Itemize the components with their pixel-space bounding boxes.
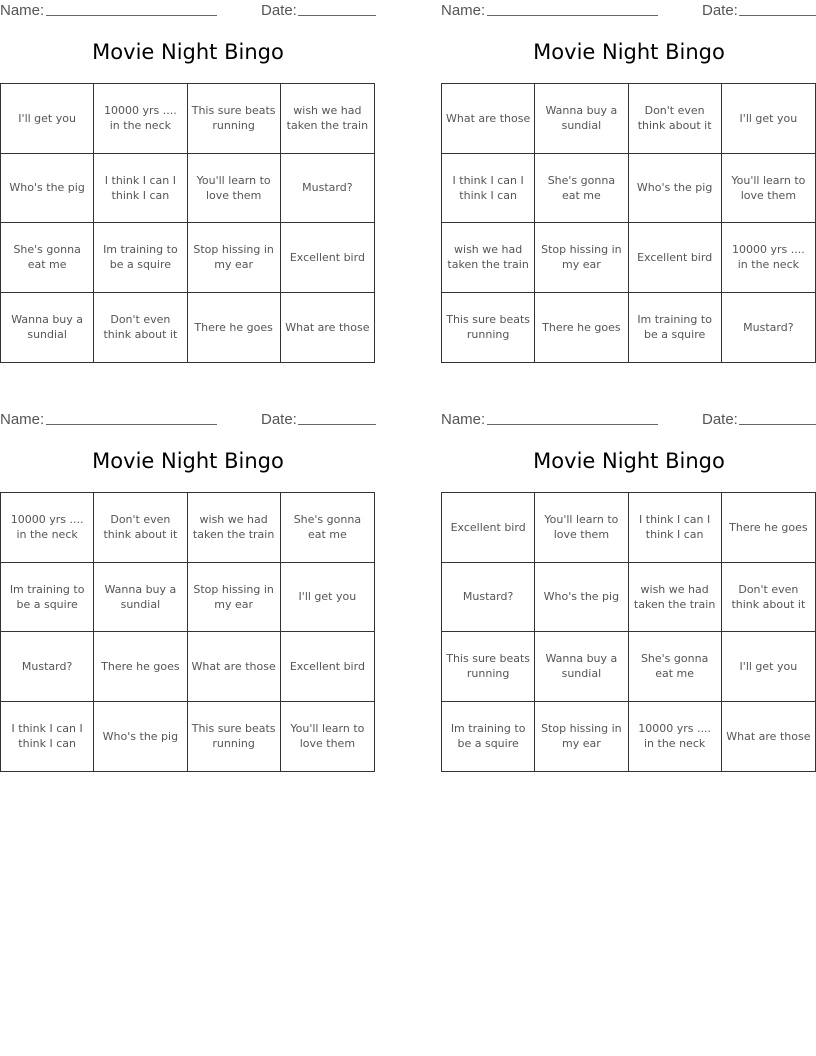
bingo-cell: This sure beats running (188, 702, 281, 772)
bingo-cell: I'll get you (281, 563, 374, 633)
bingo-cell: I think I can I think I can (629, 493, 722, 563)
bingo-cell: Excellent bird (281, 223, 374, 293)
bingo-cell: She's gonna eat me (1, 223, 94, 293)
name-label: Name: (441, 411, 486, 428)
date-field-line[interactable] (739, 15, 816, 16)
bingo-cell: Excellent bird (629, 223, 722, 293)
date-label: Date: (261, 2, 297, 19)
card-header (441, 0, 816, 22)
name-field-line[interactable] (487, 424, 658, 425)
bingo-cell: wish we had taken the train (442, 223, 535, 293)
bingo-cell: I think I can I think I can (442, 154, 535, 224)
bingo-cell: There he goes (535, 293, 628, 363)
bingo-cell: What are those (726, 729, 811, 743)
card-title: Movie Night Bingo (92, 449, 284, 473)
bingo-cell: What are those (442, 84, 535, 154)
bingo-cell: You'll learn to love them (535, 493, 628, 563)
bingo-cell: What are those (188, 632, 281, 702)
bingo-cell: I think I can I think I can (1, 702, 94, 772)
bingo-cell: Stop hissing in my ear (188, 223, 281, 293)
bingo-cell: Mustard? (281, 154, 374, 224)
bingo-cell: Excellent bird (442, 493, 535, 563)
card-title: Movie Night Bingo (92, 40, 284, 64)
date-field-line[interactable] (739, 424, 816, 425)
bingo-cell: wish we had taken the train (281, 84, 374, 154)
bingo-cell: Who's the pig (1, 154, 94, 224)
bingo-cell: You'll learn to love them (722, 154, 815, 224)
card-header (0, 409, 376, 431)
bingo-cell: Im training to be a squire (629, 293, 722, 363)
bingo-cell: Who's the pig (94, 702, 187, 772)
name-field-line[interactable] (46, 424, 217, 425)
bingo-cell: Wanna buy a sundial (535, 84, 628, 154)
name-field-line[interactable] (487, 15, 658, 16)
bingo-cell: Excellent bird (281, 632, 374, 702)
date-label: Date: (702, 411, 738, 428)
bingo-cell: I'll get you (722, 632, 815, 702)
bingo-cell: Im training to be a squire (94, 223, 187, 293)
bingo-cell: She's gonna eat me (281, 493, 374, 563)
name-label: Name: (441, 2, 486, 19)
bingo-cell: Im training to be a squire (442, 702, 535, 772)
bingo-cell: Who's the pig (629, 154, 722, 224)
date-field-line[interactable] (298, 15, 376, 16)
bingo-cell: Im training to be a squire (1, 563, 94, 633)
bingo-cell: wish we had taken the train (188, 493, 281, 563)
date-label: Date: (702, 2, 738, 19)
bingo-card-3 (0, 409, 376, 789)
card-title: Movie Night Bingo (533, 40, 725, 64)
date-label: Date: (261, 411, 297, 428)
bingo-cell: wish we had taken the train (629, 563, 722, 633)
bingo-cell: Mustard? (743, 320, 794, 334)
bingo-cell: Mustard? (442, 563, 535, 633)
bingo-cell: 10000 yrs .... in the neck (1, 493, 94, 563)
bingo-cell: I think I can I think I can (94, 154, 187, 224)
bingo-cell: 10000 yrs .... in the neck (94, 84, 187, 154)
bingo-cell: Stop hissing in my ear (188, 563, 281, 633)
bingo-cell: You'll learn to love them (290, 722, 365, 751)
bingo-cell: Stop hissing in my ear (535, 702, 628, 772)
bingo-grid (0, 492, 375, 772)
bingo-cell: Wanna buy a sundial (1, 293, 94, 363)
bingo-card-2 (441, 0, 816, 380)
bingo-cell: Don't even think about it (94, 293, 187, 363)
bingo-grid (0, 83, 375, 363)
name-label: Name: (0, 411, 45, 428)
bingo-cell: This sure beats running (188, 84, 281, 154)
bingo-cell: I'll get you (722, 84, 815, 154)
bingo-cell: What are those (285, 320, 370, 334)
bingo-cell: There he goes (188, 293, 281, 363)
bingo-cell: Stop hissing in my ear (535, 223, 628, 293)
card-header (441, 409, 816, 431)
bingo-cell: Wanna buy a sundial (535, 632, 628, 702)
bingo-cell: She's gonna eat me (535, 154, 628, 224)
card-title: Movie Night Bingo (533, 449, 725, 473)
bingo-card-4 (441, 409, 816, 789)
bingo-cell: 10000 yrs .... in the neck (629, 702, 722, 772)
card-header (0, 0, 376, 22)
bingo-cell: This sure beats running (442, 632, 535, 702)
bingo-cell: You'll learn to love them (188, 154, 281, 224)
bingo-cell: Who's the pig (535, 563, 628, 633)
name-field-line[interactable] (46, 15, 217, 16)
bingo-grid (441, 83, 816, 363)
bingo-cell: Don't even think about it (629, 84, 722, 154)
date-field-line[interactable] (298, 424, 376, 425)
bingo-cell: Wanna buy a sundial (94, 563, 187, 633)
bingo-cell: She's gonna eat me (629, 632, 722, 702)
bingo-cell: Don't even think about it (94, 493, 187, 563)
bingo-cell: Mustard? (1, 632, 94, 702)
bingo-cell: There he goes (722, 493, 815, 563)
bingo-card-1 (0, 0, 376, 380)
bingo-cell: This sure beats running (442, 293, 535, 363)
bingo-grid (441, 492, 816, 772)
bingo-cell: 10000 yrs .... in the neck (722, 223, 815, 293)
bingo-cell: There he goes (94, 632, 187, 702)
bingo-cell: Don't even think about it (722, 563, 815, 633)
bingo-cell: I'll get you (1, 84, 94, 154)
name-label: Name: (0, 2, 45, 19)
